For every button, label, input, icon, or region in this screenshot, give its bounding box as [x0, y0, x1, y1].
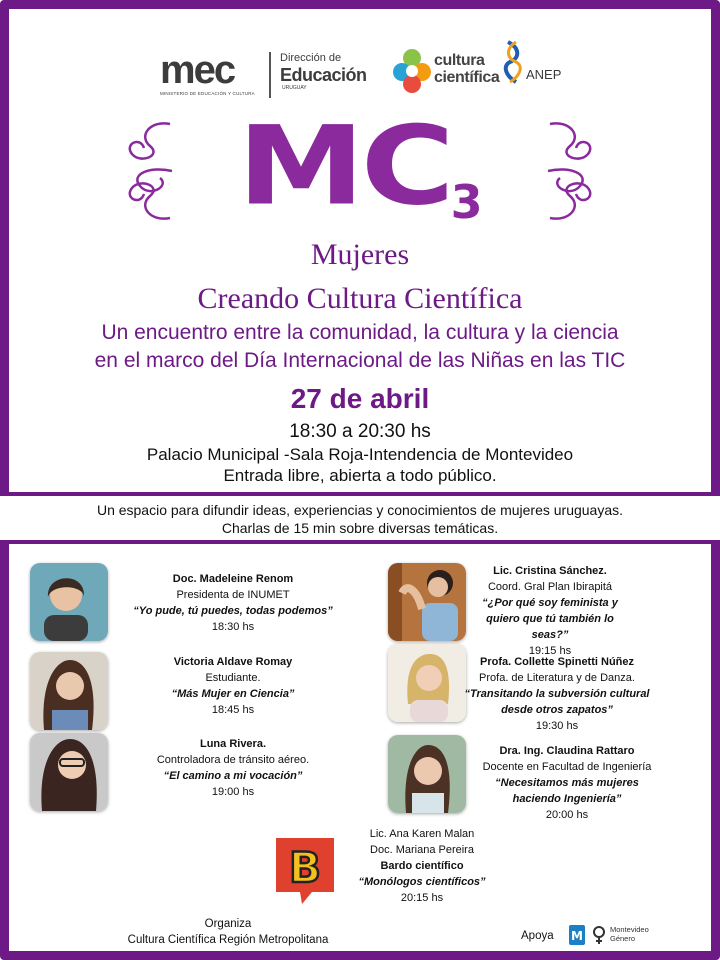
speaker-spinetti [462, 654, 652, 734]
genero-icon [590, 924, 608, 946]
mc3-main: MC [237, 103, 451, 230]
speaker-role: Controladora de tránsito aéreo. [156, 754, 310, 766]
right-flourish-icon [540, 116, 610, 226]
speaker-rattaro [478, 743, 656, 823]
speaker-time: 19:00 hs [211, 786, 255, 798]
speaker-photo-aldave [30, 652, 108, 730]
speaker-talk: “Monólogos científicos” [358, 876, 486, 888]
speaker-time: 20:00 hs [545, 809, 589, 821]
speaker-time: 18:30 hs [211, 621, 255, 633]
speaker-name: Profa. Collette Spinetti Núñez [479, 656, 634, 668]
event-entry: Entrada libre, abierta a todo público. [223, 466, 497, 485]
direccion-line1: Dirección de [280, 52, 342, 64]
speaker-photo-rattaro [388, 735, 466, 813]
speaker-talk-line2: desde otros zapatos” [501, 704, 613, 716]
support-label: Apoya [521, 930, 554, 942]
direccion-line3: URUGUAY [282, 85, 307, 91]
mvd-line2: Género [610, 934, 636, 943]
speaker-name: Luna Rivera. [199, 738, 267, 750]
speaker-name: Bardo científico [380, 860, 464, 872]
speaker-talk: “El camino a mi vocación” [163, 770, 303, 782]
direccion-educacion-logo [280, 52, 367, 91]
bardo-cientifico-logo [272, 834, 338, 906]
speaker-name: Victoria Aldave Romay [173, 656, 293, 668]
speaker-role: Coord. Gral Plan Ibirapitá [487, 581, 613, 593]
speaker-talk-line2: quiero que tú también lo seas?” [486, 613, 614, 641]
speaker-role: Estudiante. [205, 672, 261, 684]
mc3-subscript: 3 [450, 175, 483, 229]
mvd-line1: Montevideo [610, 925, 649, 934]
svg-text:B: B [288, 843, 322, 892]
speaker-talk: “Más Mujer en Ciencia” [171, 688, 295, 700]
description-band [0, 492, 720, 544]
cultura-line1: cultura [434, 52, 485, 69]
cultura-cientifica-logo [434, 52, 499, 86]
title-line2: Creando Cultura Científica [197, 282, 523, 315]
speaker-name: Doc. Madeleine Renom [172, 573, 294, 585]
anep-logo-text: ANEP [526, 67, 562, 82]
event-date: 27 de abril [290, 383, 430, 414]
speaker-talk-line2: haciendo Ingeniería” [512, 793, 622, 805]
tagline-line2: en el marco del Día Internacional de las Niñas en las TIC [94, 349, 626, 372]
speaker-photo-spinetti [388, 644, 466, 722]
speaker-time: 20:15 hs [400, 892, 444, 904]
speaker-bardo [352, 826, 492, 906]
speaker-talk: “Yo pude, tú puedes, todas podemos” [133, 605, 333, 617]
title-line1: Mujeres [310, 238, 410, 271]
speaker-talk-line1: “Necesitamos más mujeres [495, 777, 639, 789]
anep-icon [502, 40, 524, 84]
speaker-renom [110, 571, 356, 635]
speaker-photo-renom [30, 563, 108, 641]
mec-logo-subtitle: MINISTERIO DE EDUCACIÓN Y CULTURA [160, 91, 255, 96]
speaker-line1: Lic. Ana Karen Malan [369, 828, 475, 840]
organizer [98, 916, 358, 948]
speaker-rivera [110, 736, 356, 800]
speaker-name: Dra. Ing. Claudina Rattaro [499, 745, 635, 757]
organizer-label: Organiza [204, 918, 252, 930]
cultura-line2: científica [434, 69, 500, 86]
speaker-photo-sanchez [388, 563, 466, 641]
speaker-line2: Doc. Mariana Pereira [370, 844, 474, 856]
cultura-cientifica-icon [390, 46, 434, 96]
speaker-role: Presidenta de INUMET [176, 589, 290, 601]
speaker-time: 18:45 hs [211, 704, 255, 716]
mc3-title [170, 92, 550, 252]
speaker-name: Lic. Cristina Sánchez. [493, 565, 607, 577]
description-line2: Charlas de 15 min sobre diversas temáticas. [221, 520, 499, 536]
speaker-photo-rivera [30, 733, 108, 811]
speaker-time: 19:30 hs [535, 720, 579, 732]
mec-logo-text: mec [160, 48, 235, 92]
description-line1: Un espacio para difundir ideas, experiencias y conocimientos de mujeres uruguayas. [96, 502, 624, 518]
event-time: 18:30 a 20:30 hs [289, 421, 431, 442]
event-place: Palacio Municipal -Sala Roja-Intendencia de Montevideo [146, 445, 574, 464]
speaker-aldave [110, 654, 356, 718]
organizer-name: Cultura Científica Región Metropolitana [127, 934, 329, 946]
direccion-line2: Educación [280, 65, 367, 85]
svg-text:M: M [571, 929, 583, 943]
tagline-line1: Un encuentro entre la comunidad, la cultura y la ciencia [101, 321, 619, 344]
speaker-talk-line1: “Transitando la subversión cultural [464, 688, 650, 700]
mec-logo [160, 50, 256, 96]
speaker-role: Profa. de Literatura y de Danza. [479, 672, 635, 684]
speaker-talk-line1: “¿Por qué soy feminista y [482, 597, 618, 609]
montevideo-icon [568, 924, 586, 946]
speaker-role: Docente en Facultad de Ingeniería [482, 761, 652, 773]
speaker-time: 19:15 hs [528, 645, 572, 657]
montevideo-genero-logo [610, 925, 649, 943]
speaker-sanchez [470, 563, 630, 659]
